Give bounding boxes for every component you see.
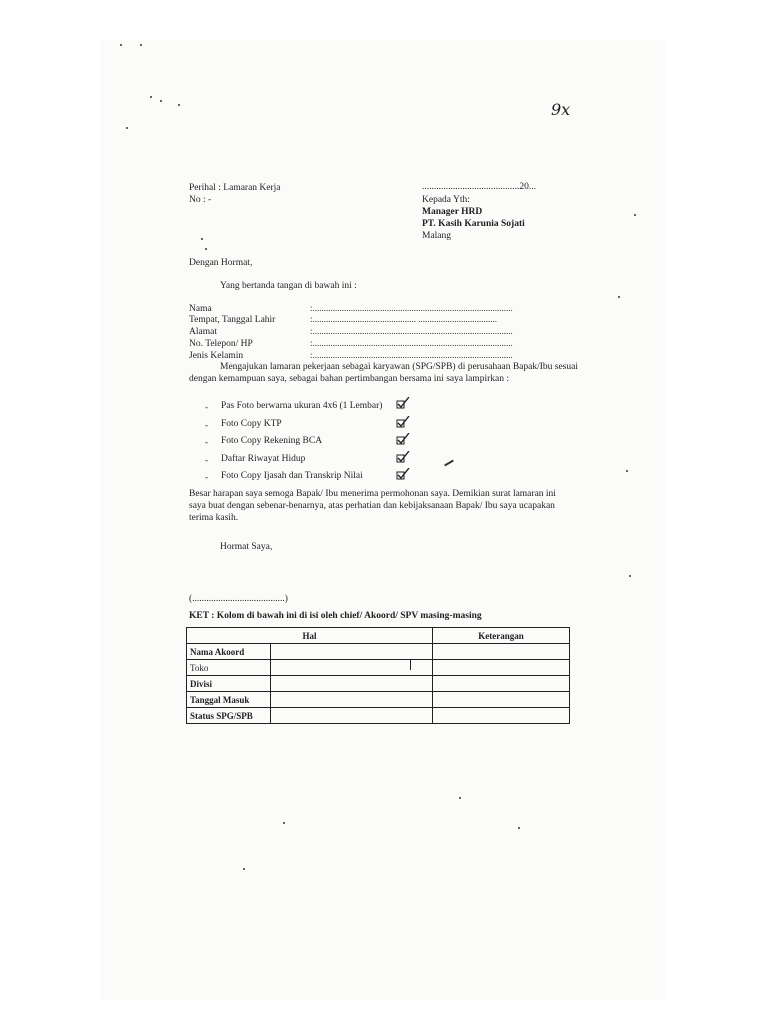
bullet-icon: - bbox=[205, 420, 208, 430]
table-cell-hal[interactable] bbox=[271, 676, 433, 692]
table-row-label: Tanggal Masuk bbox=[187, 692, 271, 708]
bullet-icon: - bbox=[205, 472, 208, 482]
scan-speck bbox=[518, 827, 520, 829]
attachment-label-2: Foto Copy KTP bbox=[221, 419, 282, 429]
table-cell-keterangan[interactable] bbox=[433, 708, 570, 724]
table-row bbox=[187, 660, 570, 676]
hormat-saya: Hormat Saya, bbox=[220, 542, 273, 552]
no-line: No : - bbox=[189, 195, 212, 205]
scan-speck bbox=[126, 127, 128, 129]
table-row-label: Nama Akoord bbox=[187, 644, 271, 660]
closing-line-1: Besar harapan saya semoga Bapak/ Ibu menerima permohonan saya. Demikian surat lamaran ini bbox=[189, 489, 556, 499]
ket-note: KET : Kolom di bawah ini di isi oleh chief/ Akoord/ SPV masing-masing bbox=[189, 611, 482, 621]
bullet-icon: - bbox=[205, 437, 208, 447]
scan-speck bbox=[205, 248, 207, 250]
scan-speck bbox=[283, 822, 285, 824]
scan-speck bbox=[120, 44, 122, 46]
table-cell-keterangan[interactable] bbox=[433, 676, 570, 692]
field-label-ttl: Tempat, Tanggal Lahir bbox=[189, 315, 276, 325]
table-cell-hal[interactable] bbox=[271, 644, 433, 660]
table-cell-keterangan[interactable] bbox=[433, 644, 570, 660]
checkbox-checked-icon bbox=[396, 396, 410, 408]
scan-speck bbox=[150, 96, 152, 98]
attachment-label-1: Pas Foto berwarna ukuran 4x6 (1 Lembar) bbox=[221, 401, 383, 411]
pen-tick-mark bbox=[410, 660, 411, 670]
table-cell-keterangan[interactable] bbox=[433, 660, 570, 676]
table-cell-hal[interactable] bbox=[271, 692, 433, 708]
date-line: .........................................20... bbox=[422, 182, 536, 192]
closing-line-3: terima kasih. bbox=[189, 513, 239, 523]
field-label-telepon: No. Telepon/ HP bbox=[189, 339, 253, 349]
recipient-line-1: Kepada Yth: bbox=[422, 195, 470, 205]
table-cell-hal[interactable] bbox=[271, 708, 433, 724]
checkbox-checked-icon bbox=[396, 432, 410, 444]
recipient-line-2: Manager HRD bbox=[422, 207, 483, 217]
attachment-label-3: Foto Copy Rekening BCA bbox=[221, 436, 323, 446]
attachment-label-4: Daftar Riwayat Hidup bbox=[221, 454, 306, 464]
field-value-jenis-kelamin: :......................................................................................... bbox=[310, 350, 513, 360]
handwritten-corner-mark: 9x bbox=[551, 100, 571, 119]
table-row bbox=[187, 708, 570, 724]
perihal-line: Perihal : Lamaran Kerja bbox=[189, 183, 281, 193]
scan-speck bbox=[140, 44, 142, 46]
table-header-hal: Hal bbox=[187, 628, 433, 644]
scan-speck bbox=[634, 214, 636, 216]
field-value-telepon: :......................................................................................... bbox=[310, 338, 513, 348]
signature-line: (.......................................) bbox=[189, 594, 288, 604]
table-row bbox=[187, 692, 570, 708]
intro-line: Yang bertanda tangan di bawah ini : bbox=[220, 281, 357, 291]
checkbox-checked-icon bbox=[396, 415, 410, 427]
field-value-alamat: :......................................................................................... bbox=[310, 326, 513, 336]
scan-speck bbox=[201, 238, 203, 240]
table-row-label: Toko bbox=[187, 660, 271, 676]
scan-speck bbox=[629, 575, 631, 577]
scan-speck bbox=[618, 296, 620, 298]
checkbox-checked-icon bbox=[396, 450, 410, 462]
paper-sheet bbox=[100, 40, 665, 1000]
field-label-nama: Nama bbox=[189, 304, 212, 314]
attachment-label-5: Foto Copy Ijasah dan Transkrip Nilai bbox=[221, 471, 363, 481]
table-header-keterangan: Keterangan bbox=[433, 628, 570, 644]
ket-table bbox=[186, 627, 570, 724]
scan-speck bbox=[626, 470, 628, 472]
scan-speck bbox=[243, 868, 245, 870]
table-cell-hal[interactable] bbox=[271, 660, 433, 676]
field-label-alamat: Alamat bbox=[189, 327, 217, 337]
scan-speck bbox=[160, 100, 162, 102]
table-header-row bbox=[187, 628, 570, 644]
field-value-nama: :......................................................................................... bbox=[310, 303, 513, 313]
table-row bbox=[187, 676, 570, 692]
field-label-jenis-kelamin: Jenis Kelamin bbox=[189, 351, 244, 361]
body-line-2: dengan kemampuan saya, sebagai bahan pertimbangan bersama ini saya lampirkan : bbox=[189, 374, 509, 384]
table-row bbox=[187, 644, 570, 660]
recipient-line-3: PT. Kasih Karunia Sojati bbox=[422, 219, 525, 229]
bullet-icon: - bbox=[205, 402, 208, 412]
body-line-1: Mengajukan lamaran pekerjaan sebagai karyawan (SPG/SPB) di perusahaan Bapak/Ibu sesuai bbox=[220, 362, 578, 372]
bullet-icon: - bbox=[205, 455, 208, 465]
scan-speck bbox=[459, 797, 461, 799]
checkbox-checked-icon bbox=[396, 467, 410, 479]
recipient-line-4: Malang bbox=[422, 231, 452, 241]
table-row-label: Divisi bbox=[187, 676, 271, 692]
table-cell-keterangan[interactable] bbox=[433, 692, 570, 708]
salutation: Dengan Hormat, bbox=[189, 258, 253, 268]
closing-line-2: saya buat dengan sebenar-benarnya, atas perhatian dan kebijaksanaan Bapak/ Ibu saya ucapakan bbox=[189, 501, 555, 511]
scan-speck bbox=[178, 104, 180, 106]
table-row-label: Status SPG/SPB bbox=[187, 708, 271, 724]
field-value-ttl: :.............................................. ................................... bbox=[310, 314, 498, 324]
